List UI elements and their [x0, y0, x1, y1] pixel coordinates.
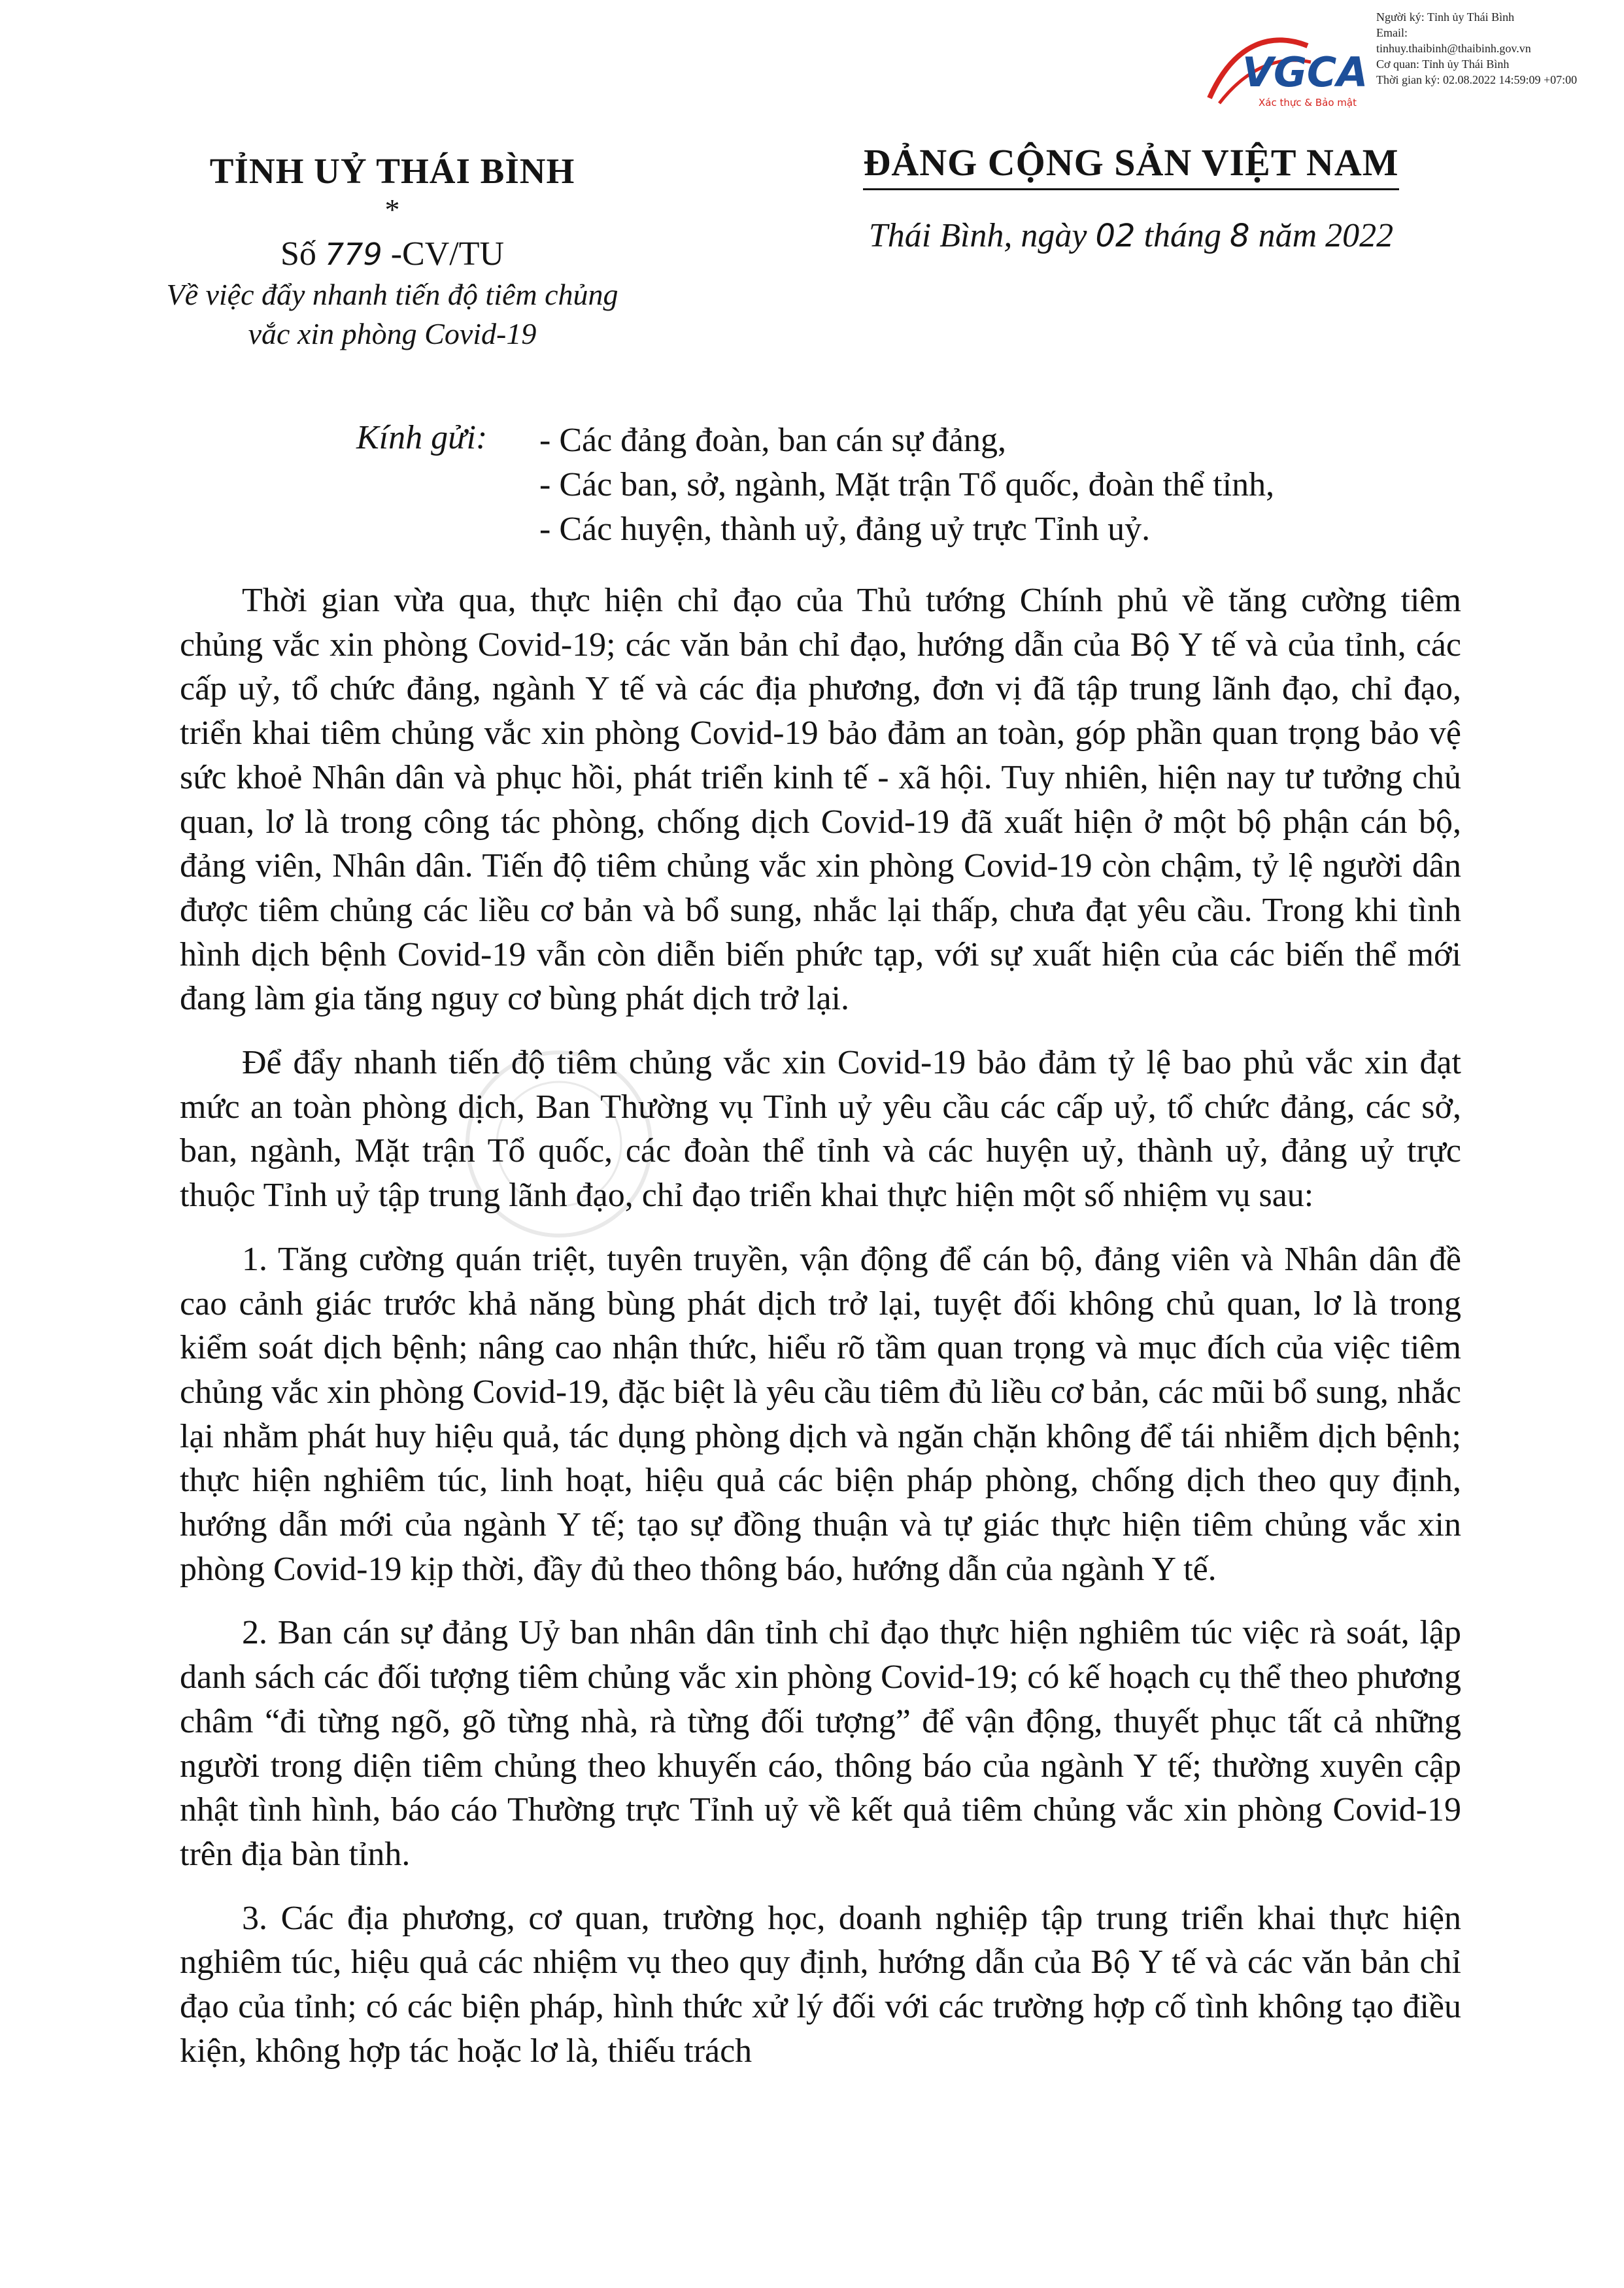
party-block — [804, 141, 1458, 255]
party-name: ĐẢNG CỘNG SẢN VIỆT NAM — [863, 141, 1398, 190]
organization-name: TỈNH UỶ THÁI BÌNH — [209, 151, 575, 191]
date-line — [804, 216, 1458, 255]
subject-line-1: Về việc đẩy nhanh tiến độ tiêm chủng — [166, 278, 618, 311]
task-item-1: 1. Tăng cường quán triệt, tuyên truyền, vận động để cán bộ, đảng viên và Nhân dân đề cao cảnh giác trước khả năng bùng phát dịch trở lại, tuyệt đối không chủ quan, lơ là trong kiểm soát dịch bệnh; nâng cao nhận thức, hiểu rõ tầm quan trọng và mục đích của việc tiêm chủng vắc xin phòng Covid-19, đặc biệt là yêu cầu tiêm đủ liều cơ bản, các mũi bổ sung, nhắc lại nhằm phát huy hiệu quả, tác dụng phòng dịch và ngăn chặn không để tái nhiễm dịch bệnh; thực hiện nghiêm túc, linh hoạt, hiệu quả các biện pháp phòng, chống dịch theo quy định, hướng dẫn mới của ngành Y tế; tạo sự đồng thuận và tự giác thực hiện tiêm chủng vắc xin phòng Covid-19 kịp thời, đầy đủ theo thông báo, hướng dẫn của ngành Y tế. — [180, 1240, 1461, 1588]
subject-line-2: vắc xin phòng Covid-19 — [248, 317, 537, 350]
date-year: năm 2022 — [1258, 217, 1394, 254]
date-month: 8 — [1230, 218, 1250, 254]
date-month-label: tháng — [1143, 217, 1222, 254]
logo-text: VGCA — [1242, 48, 1368, 96]
signature-email: tinhuy.thaibinh@thaibinh.gov.vn — [1376, 42, 1531, 55]
doc-number-prefix: Số — [280, 235, 316, 273]
recipient-item: - Các ban, sở, ngành, Mặt trận Tổ quốc, đoàn thể tỉnh, — [539, 466, 1275, 503]
body-paragraph: Thời gian vừa qua, thực hiện chỉ đạo của Thủ tướng Chính phủ về tăng cường tiêm chủng vắc xin phòng Covid-19; các văn bản chỉ đạo, hướng dẫn của Bộ Y tế và của tỉnh, các cấp uỷ, tổ chức đảng, ngành Y tế và các địa phương, đơn vị đã tập trung lãnh đạo, chỉ đạo, triển khai tiêm chủng vắc xin phòng Covid-19 bảo đảm an toàn, góp phần quan trọng bảo vệ sức khoẻ Nhân dân và phục hồi, phát triển kinh tế - xã hội. Tuy nhiên, hiện nay tư tưởng chủ quan, lơ là trong công tác phòng, chống dịch Covid-19 đã xuất hiện ở một bộ phận cán bộ, đảng viên, Nhân dân. Tiến độ tiêm chủng vắc xin phòng Covid-19 còn chậm, tỷ lệ người dân được tiêm chủng các liều cơ bản và bổ sung, nhắc lại thấp, chưa đạt yêu cầu. Trong khi tình hình dịch bệnh Covid-19 vẫn còn diễn biến phức tạp, với sự xuất hiện của các biến thể mới đang làm gia tăng nguy cơ bùng phát dịch trở lại. — [180, 582, 1461, 1018]
signature-signer: Người ký: Tỉnh ủy Thái Bình — [1376, 10, 1515, 24]
vgca-logo-icon — [1196, 26, 1373, 114]
recipients-list — [539, 418, 1274, 552]
recipients-label: Kính gửi: — [356, 419, 488, 456]
date-prefix: Thái Bình, ngày — [868, 217, 1087, 254]
issuer-block — [98, 150, 686, 352]
document-body — [180, 579, 1461, 2093]
recipient-item: - Các huyện, thành uỷ, đảng uỷ trực Tỉnh uỷ. — [539, 511, 1151, 548]
doc-number-handwritten: 779 — [324, 237, 382, 272]
digital-signature-info — [1376, 9, 1618, 88]
star-mark: * — [384, 193, 400, 226]
document-number — [98, 235, 686, 273]
body-paragraph: Để đẩy nhanh tiến độ tiêm chủng vắc xin Covid-19 bảo đảm tỷ lệ bao phủ vắc xin đạt mức an toàn phòng dịch, Ban Thường vụ Tỉnh uỷ yêu cầu các cấp uỷ, tổ chức đảng, các sở, ban, ngành, Mặt trận Tổ quốc, các đoàn thể tỉnh và các huyện uỷ, thành uỷ, đảng uỷ trực thuộc Tỉnh uỷ tập trung lãnh đạo, chỉ đạo triển khai thực hiện một số nhiệm vụ sau: — [180, 1044, 1461, 1215]
task-item-2: 2. Ban cán sự đảng Uỷ ban nhân dân tỉnh chỉ đạo thực hiện nghiêm túc việc rà soát, lập danh sách các đối tượng tiêm chủng vắc xin phòng Covid-19; có kế hoạch cụ thể theo phương châm “đi từng ngõ, gõ từng nhà, rà từng đối tượng” để vận động, thuyết phục tất cả những người trong diện tiêm chủng theo khuyến cáo, thông báo của ngành Y tế; thường xuyên cập nhật tình hình, báo cáo Thường trực Tỉnh uỷ về kết quả tiêm chủng vắc xin phòng Covid-19 trên địa bàn tỉnh. — [180, 1614, 1461, 1873]
date-day: 02 — [1095, 218, 1136, 254]
doc-number-suffix: -CV/TU — [390, 235, 505, 273]
signature-email-label: Email: — [1376, 26, 1408, 39]
signature-agency: Cơ quan: Tỉnh ủy Thái Bình — [1376, 58, 1510, 71]
recipient-item: - Các đảng đoàn, ban cán sự đảng, — [539, 422, 1007, 459]
task-item-3: 3. Các địa phương, cơ quan, trường học, doanh nghiệp tập trung triển khai thực hiện nghiêm túc, hiệu quả các nhiệm vụ theo quy định, hướng dẫn của Bộ Y tế và các văn bản chỉ đạo của tỉnh; có các biện pháp, hình thức xử lý đối với các trường hợp cố tình không tạo điều kiện, không hợp tác hoặc lơ là, thiếu trách — [180, 1899, 1461, 2070]
logo-tagline: Xác thực & Bảo mật — [1259, 97, 1357, 109]
signature-time: Thời gian ký: 02.08.2022 14:59:09 +07:00 — [1376, 73, 1578, 86]
